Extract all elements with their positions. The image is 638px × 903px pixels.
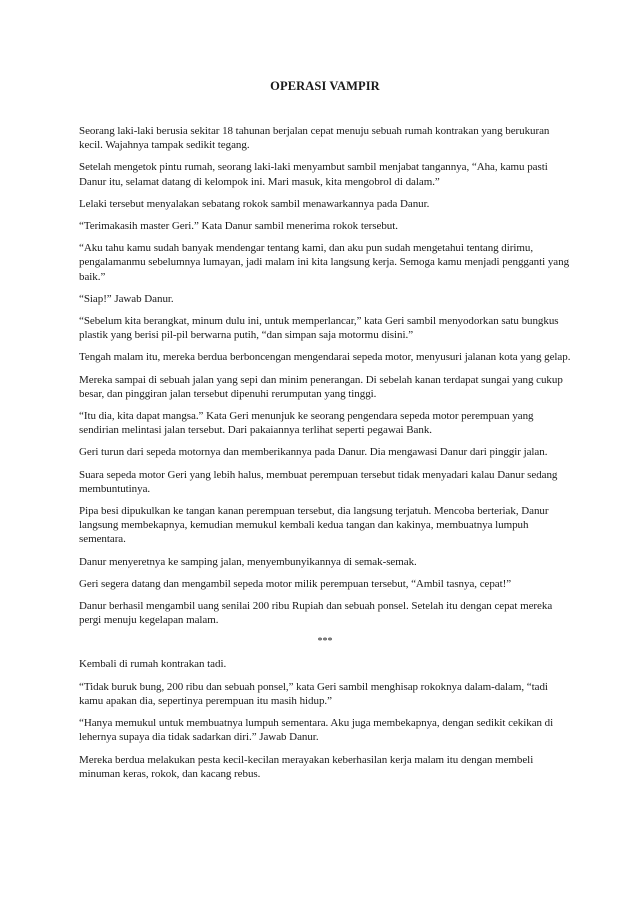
story-paragraph: Setelah mengetok pintu rumah, seorang laki-laki menyambut sambil menjabat tangannya, “Aha, kamu pasti Danur itu, selamat datang di kelompok ini. Mari masuk, kita mengobrol di dalam.”: [79, 161, 548, 188]
story-paragraph: “Itu dia, kita dapat mangsa.” Kata Geri menunjuk ke seorang pengendara sepeda motor perempuan yang sendirian melintasi jalan tersebut. Dari pakaiannya terlihat seperti pegawai Bank.: [79, 410, 534, 437]
story-body-part1: [79, 124, 571, 627]
story-paragraph: Geri segera datang dan mengambil sepeda motor milik perempuan tersebut, “Ambil tasnya, cepat!”: [79, 577, 512, 590]
story-paragraph: “Siap!” Jawab Danur.: [79, 292, 174, 305]
story-paragraph: “Aku tahu kamu sudah banyak mendengar tentang kami, dan aku pun sudah mengetahui tentang dirimu, pengalamanmu sebelumnya lumayan, jadi malam ini kita langsung kerja. Semoga kamu menjadi pengganti yang baik.”: [79, 242, 570, 283]
story-paragraph: Tengah malam itu, mereka berdua berboncengan mengendarai sepeda motor, menyusuri jalanan kota yang gelap.: [79, 351, 571, 364]
section-separator: ***: [317, 636, 333, 648]
story-paragraph: Pipa besi dipukulkan ke tangan kanan perempuan tersebut, dia langsung terjatuh. Mencoba berteriak, Danur langsung membekapnya, kemudian memukul kembali kedua tangan dan kakinya, membuatnya lumpuh sementara.: [79, 505, 549, 546]
story-paragraph: Seorang laki-laki berusia sekitar 18 tahunan berjalan cepat menuju sebuah rumah kontrakan yang berukuran kecil. Wajahnya tampak sedikit tegang.: [79, 125, 550, 152]
story-paragraph: Geri turun dari sepeda motornya dan memberikannya pada Danur. Dia mengawasi Danur dari pinggir jalan.: [79, 446, 548, 459]
story-paragraph: “Tidak buruk bung, 200 ribu dan sebuah ponsel,” kata Geri sambil menghisap rokoknya dalam-dalam, “tadi kamu apakan dia, sepertinya perempuan itu masih hidup.”: [79, 680, 548, 707]
story-paragraph: “Hanya memukul untuk membuatnya lumpuh sementara. Aku juga membekapnya, dengan sedikit cekikan di lehernya supaya dia tidak sadarkan diri.” Jawab Danur.: [79, 717, 554, 744]
story-paragraph: Kembali di rumah kontrakan tadi.: [79, 658, 227, 671]
story-paragraph: Suara sepeda motor Geri yang lebih halus, membuat perempuan tersebut tidak menyadari kalau Danur sedang membuntutinya.: [79, 468, 558, 495]
document-page: [79, 78, 571, 789]
story-paragraph: “Terimakasih master Geri.” Kata Danur sambil menerima rokok tersebut.: [79, 220, 398, 233]
document-title: OPERASI VAMPIR: [270, 79, 380, 93]
story-paragraph: Mereka sampai di sebuah jalan yang sepi dan minim penerangan. Di sebelah kanan terdapat sungai yang cukup besar, dan pinggiran jalan tersebut dipenuhi rerumputan yang tinggi.: [79, 373, 563, 400]
story-paragraph: Danur menyeretnya ke samping jalan, menyembunyikannya di semak-semak.: [79, 555, 417, 568]
story-paragraph: Danur berhasil mengambil uang senilai 200 ribu Rupiah dan sebuah ponsel. Setelah itu dengan cepat mereka pergi menuju kegelapan malam.: [79, 600, 553, 627]
story-paragraph: Mereka berdua melakukan pesta kecil-kecilan merayakan keberhasilan kerja malam itu dengan membeli minuman keras, rokok, dan kacang rebus.: [79, 753, 534, 780]
story-paragraph: Lelaki tersebut menyalakan sebatang rokok sambil menawarkannya pada Danur.: [79, 197, 430, 210]
story-paragraph: “Sebelum kita berangkat, minum dulu ini, untuk memperlancar,” kata Geri sambil menyodorkan satu bungkus plastik yang berisi pil-pil berwarna putih, “dan simpan saja motormu disini.”: [79, 315, 559, 342]
story-body-part2: [79, 657, 571, 780]
